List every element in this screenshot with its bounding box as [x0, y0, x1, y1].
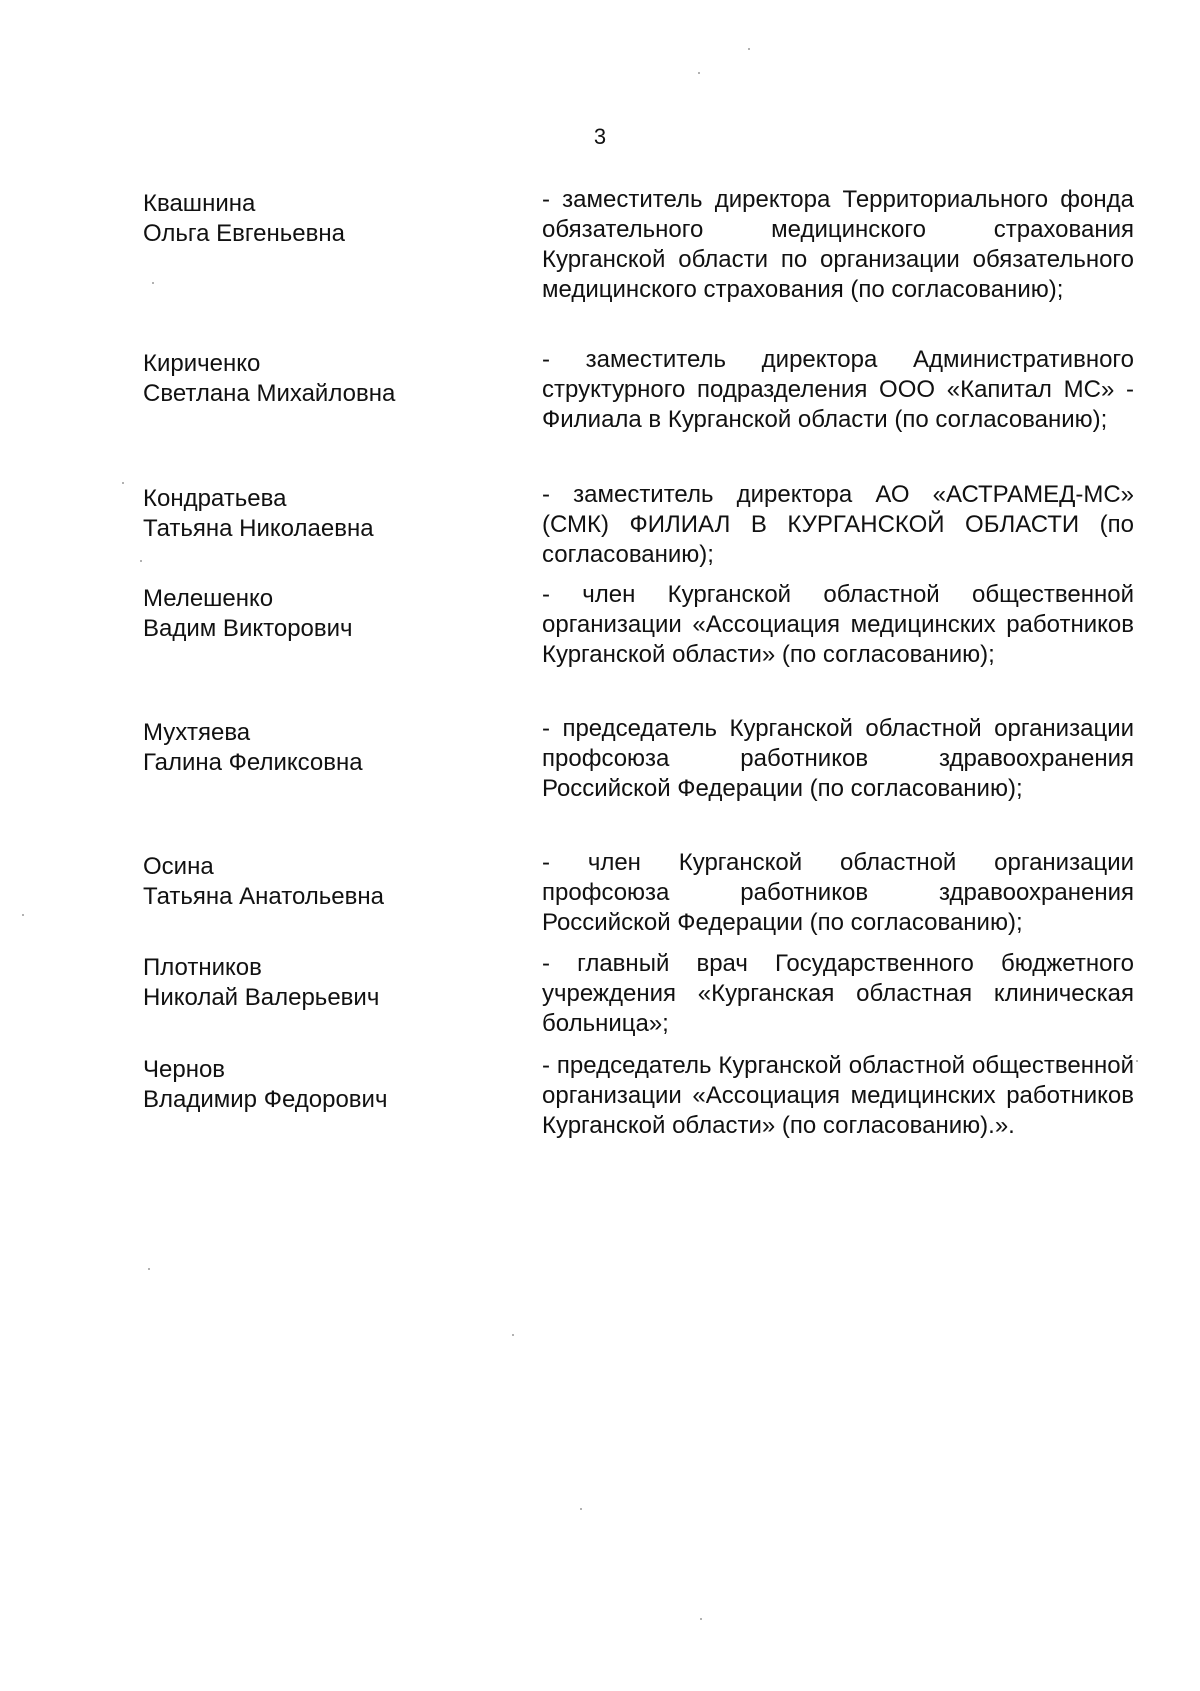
scan-speck	[512, 1334, 514, 1336]
member-given-names: Николай Валерьевич	[143, 984, 380, 1011]
member-given-names: Светлана Михайловна	[143, 380, 396, 407]
scan-speck	[580, 1508, 582, 1510]
member-name	[143, 584, 503, 644]
member-name	[143, 349, 503, 409]
member-surname: Чернов	[143, 1056, 226, 1083]
member-surname: Мухтяева	[143, 719, 251, 746]
member-role: - председатель Курганской областной общественной организации «Ассоциация медицинских работников Курганской области» (по согласованию).».	[542, 1052, 1134, 1139]
scan-speck	[140, 560, 142, 562]
member-given-names: Татьяна Николаевна	[143, 515, 374, 542]
scan-speck	[1136, 1060, 1138, 1062]
member-surname: Кондратьева	[143, 485, 287, 512]
member-name	[143, 852, 503, 912]
member-surname: Мелешенко	[143, 585, 274, 612]
scan-speck	[22, 914, 24, 916]
member-given-names: Вадим Викторович	[143, 615, 353, 642]
scan-speck	[700, 1618, 702, 1620]
member-given-names: Галина Феликсовна	[143, 749, 363, 776]
member-surname: Плотников	[143, 954, 262, 981]
scan-speck	[152, 282, 154, 284]
member-role: - главный врач Государственного бюджетного учреждения «Курганская областная клиническая больница»;	[542, 950, 1134, 1037]
member-role: - заместитель директора Территориального фонда обязательного медицинского страхования Курганской области по организации обязательного медицинского страхования (по согласованию);	[542, 186, 1134, 303]
scan-speck	[122, 482, 124, 484]
member-surname: Кириченко	[143, 350, 261, 377]
member-name	[143, 189, 503, 249]
page-number: 3	[593, 124, 607, 149]
member-given-names: Татьяна Анатольевна	[143, 883, 384, 910]
member-role: - член Курганской областной общественной организации «Ассоциация медицинских работников Курганской области» (по согласованию);	[542, 581, 1134, 668]
member-given-names: Ольга Евгеньевна	[143, 220, 345, 247]
scan-speck	[748, 48, 750, 50]
member-role: - председатель Курганской областной организации профсоюза работников здравоохранения Российской Федерации (по согласованию);	[542, 715, 1134, 802]
scan-speck	[148, 1268, 150, 1270]
member-name	[143, 484, 503, 544]
member-role: - член Курганской областной организации профсоюза работников здравоохранения Российской Федерации (по согласованию);	[542, 849, 1134, 936]
scan-speck	[698, 72, 700, 74]
member-given-names: Владимир Федорович	[143, 1086, 388, 1113]
member-surname: Квашнина	[143, 190, 256, 217]
member-name	[143, 718, 503, 778]
member-role: - заместитель директора Административного структурного подразделения ООО «Капитал МС» - Филиала в Курганской области (по согласованию);	[542, 346, 1134, 433]
member-name	[143, 953, 503, 1013]
member-role: - заместитель директора АО «АСТРАМЕД-МС» (СМК) ФИЛИАЛ В КУРГАНСКОЙ ОБЛАСТИ (по согласованию);	[542, 481, 1134, 568]
member-name	[143, 1055, 503, 1115]
member-surname: Осина	[143, 853, 214, 880]
